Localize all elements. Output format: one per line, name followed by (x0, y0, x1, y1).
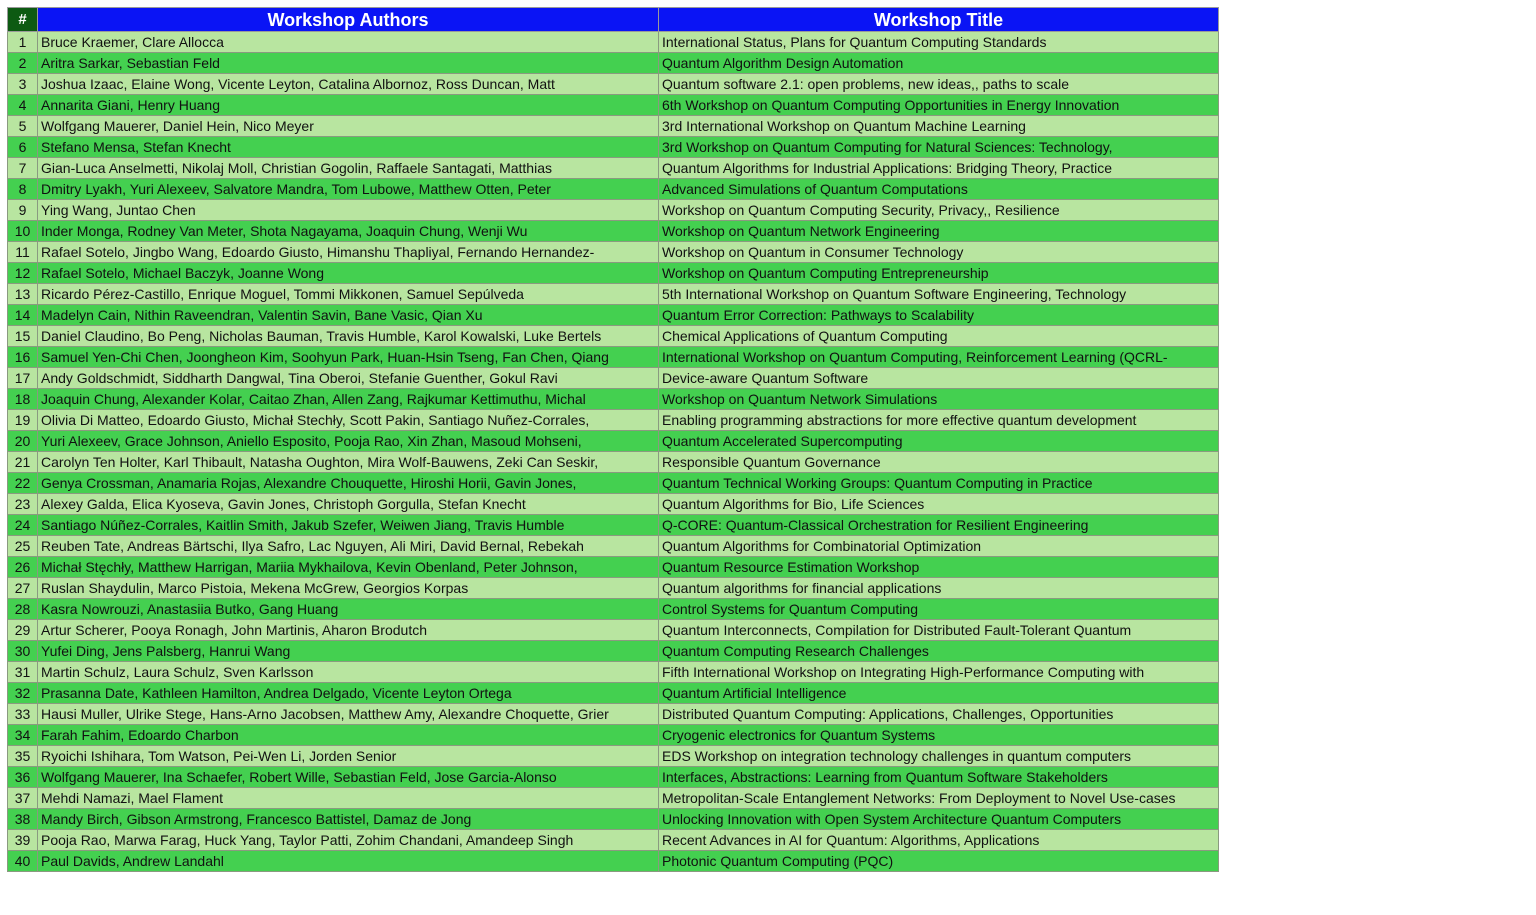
table-row (8, 263, 1219, 284)
table-row (8, 116, 1219, 137)
table-row (8, 53, 1219, 74)
authors-cell: Ying Wang, Juntao Chen (38, 200, 659, 221)
title-cell: Workshop on Quantum Computing Entrepreneurship (659, 263, 1219, 284)
row-number-cell: 4 (8, 95, 38, 116)
row-number-cell: 19 (8, 410, 38, 431)
header-row (8, 8, 1219, 32)
title-cell: Advanced Simulations of Quantum Computations (659, 179, 1219, 200)
title-cell: Quantum Algorithms for Bio, Life Sciences (659, 494, 1219, 515)
title-cell: Quantum Error Correction: Pathways to Scalability (659, 305, 1219, 326)
table-row (8, 620, 1219, 641)
row-number-cell: 38 (8, 809, 38, 830)
table-row (8, 746, 1219, 767)
authors-cell: Santiago Núñez-Corrales, Kaitlin Smith, Jakub Szefer, Weiwen Jiang, Travis Humble (38, 515, 659, 536)
table-row (8, 74, 1219, 95)
authors-cell: Mehdi Namazi, Mael Flament (38, 788, 659, 809)
title-cell: 6th Workshop on Quantum Computing Opportunities in Energy Innovation (659, 95, 1219, 116)
authors-cell: Kasra Nowrouzi, Anastasiia Butko, Gang Huang (38, 599, 659, 620)
authors-cell: Joaquin Chung, Alexander Kolar, Caitao Zhan, Allen Zang, Rajkumar Kettimuthu, Michal (38, 389, 659, 410)
title-cell: Photonic Quantum Computing (PQC) (659, 851, 1219, 872)
title-cell: Q-CORE: Quantum-Classical Orchestration for Resilient Engineering (659, 515, 1219, 536)
table-row (8, 830, 1219, 851)
row-number-cell: 32 (8, 683, 38, 704)
row-number-cell: 40 (8, 851, 38, 872)
title-cell: Quantum Technical Working Groups: Quantum Computing in Practice (659, 473, 1219, 494)
title-cell: Quantum Interconnects, Compilation for Distributed Fault-Tolerant Quantum (659, 620, 1219, 641)
row-number-cell: 7 (8, 158, 38, 179)
table-row (8, 137, 1219, 158)
row-number-cell: 24 (8, 515, 38, 536)
authors-cell: Wolfgang Mauerer, Ina Schaefer, Robert Wille, Sebastian Feld, Jose Garcia-Alonso (38, 767, 659, 788)
title-cell: Control Systems for Quantum Computing (659, 599, 1219, 620)
authors-cell: Martin Schulz, Laura Schulz, Sven Karlsson (38, 662, 659, 683)
title-cell: International Status, Plans for Quantum Computing Standards (659, 32, 1219, 53)
workshop-table (7, 7, 1219, 872)
title-cell: Quantum Computing Research Challenges (659, 641, 1219, 662)
row-number-cell: 16 (8, 347, 38, 368)
table-row (8, 515, 1219, 536)
table-row (8, 431, 1219, 452)
table-row (8, 179, 1219, 200)
title-cell: Recent Advances in AI for Quantum: Algorithms, Applications (659, 830, 1219, 851)
authors-cell: Prasanna Date, Kathleen Hamilton, Andrea Delgado, Vicente Leyton Ortega (38, 683, 659, 704)
authors-cell: Gian-Luca Anselmetti, Nikolaj Moll, Christian Gogolin, Raffaele Santagati, Matthias (38, 158, 659, 179)
authors-cell: Ryoichi Ishihara, Tom Watson, Pei-Wen Li, Jorden Senior (38, 746, 659, 767)
title-cell: International Workshop on Quantum Computing, Reinforcement Learning (QCRL- (659, 347, 1219, 368)
table-body (8, 32, 1219, 872)
title-cell: Distributed Quantum Computing: Applications, Challenges, Opportunities (659, 704, 1219, 725)
table-row (8, 95, 1219, 116)
title-cell: Quantum software 2.1: open problems, new ideas,, paths to scale (659, 74, 1219, 95)
authors-cell: Bruce Kraemer, Clare Allocca (38, 32, 659, 53)
authors-cell: Reuben Tate, Andreas Bärtschi, Ilya Safro, Lac Nguyen, Ali Miri, David Bernal, Rebekah (38, 536, 659, 557)
title-cell: Quantum Accelerated Supercomputing (659, 431, 1219, 452)
row-number-cell: 8 (8, 179, 38, 200)
authors-cell: Stefano Mensa, Stefan Knecht (38, 137, 659, 158)
title-cell: Fifth International Workshop on Integrating High-Performance Computing with (659, 662, 1219, 683)
authors-cell: Carolyn Ten Holter, Karl Thibault, Natasha Oughton, Mira Wolf-Bauwens, Zeki Can Seskir, (38, 452, 659, 473)
table-row (8, 809, 1219, 830)
row-number-cell: 39 (8, 830, 38, 851)
row-number-cell: 14 (8, 305, 38, 326)
row-number-cell: 37 (8, 788, 38, 809)
row-number-cell: 33 (8, 704, 38, 725)
row-number-cell: 23 (8, 494, 38, 515)
title-cell: Workshop on Quantum Network Engineering (659, 221, 1219, 242)
table-row (8, 662, 1219, 683)
title-cell: Workshop on Quantum Network Simulations (659, 389, 1219, 410)
authors-cell: Yuri Alexeev, Grace Johnson, Aniello Esposito, Pooja Rao, Xin Zhan, Masoud Mohseni, (38, 431, 659, 452)
authors-cell: Paul Davids, Andrew Landahl (38, 851, 659, 872)
title-cell: Workshop on Quantum in Consumer Technology (659, 242, 1219, 263)
row-number-cell: 13 (8, 284, 38, 305)
table-row (8, 536, 1219, 557)
authors-cell: Aritra Sarkar, Sebastian Feld (38, 53, 659, 74)
title-cell: Quantum Algorithms for Combinatorial Optimization (659, 536, 1219, 557)
table-row (8, 767, 1219, 788)
title-cell: 3rd Workshop on Quantum Computing for Natural Sciences: Technology, (659, 137, 1219, 158)
row-number-cell: 30 (8, 641, 38, 662)
authors-cell: Alexey Galda, Elica Kyoseva, Gavin Jones, Christoph Gorgulla, Stefan Knecht (38, 494, 659, 515)
title-cell: Interfaces, Abstractions: Learning from Quantum Software Stakeholders (659, 767, 1219, 788)
table-row (8, 389, 1219, 410)
title-cell: EDS Workshop on integration technology challenges in quantum computers (659, 746, 1219, 767)
title-cell: Metropolitan-Scale Entanglement Networks: From Deployment to Novel Use-cases (659, 788, 1219, 809)
row-number-cell: 27 (8, 578, 38, 599)
title-cell: Cryogenic electronics for Quantum Systems (659, 725, 1219, 746)
authors-cell: Madelyn Cain, Nithin Raveendran, Valentin Savin, Bane Vasic, Qian Xu (38, 305, 659, 326)
table-row (8, 368, 1219, 389)
authors-cell: Annarita Giani, Henry Huang (38, 95, 659, 116)
table-row (8, 725, 1219, 746)
row-number-cell: 18 (8, 389, 38, 410)
table-row (8, 410, 1219, 431)
row-number-cell: 28 (8, 599, 38, 620)
authors-cell: Pooja Rao, Marwa Farag, Huck Yang, Taylor Patti, Zohim Chandani, Amandeep Singh (38, 830, 659, 851)
table-row (8, 284, 1219, 305)
title-cell: 5th International Workshop on Quantum Software Engineering, Technology (659, 284, 1219, 305)
row-number-cell: 2 (8, 53, 38, 74)
row-number-cell: 22 (8, 473, 38, 494)
table-row (8, 452, 1219, 473)
row-number-cell: 26 (8, 557, 38, 578)
authors-cell: Joshua Izaac, Elaine Wong, Vicente Leyton, Catalina Albornoz, Ross Duncan, Matt (38, 74, 659, 95)
title-cell: Responsible Quantum Governance (659, 452, 1219, 473)
table-row (8, 32, 1219, 53)
authors-cell: Farah Fahim, Edoardo Charbon (38, 725, 659, 746)
authors-cell: Rafael Sotelo, Michael Baczyk, Joanne Wong (38, 263, 659, 284)
title-cell: Workshop on Quantum Computing Security, Privacy,, Resilience (659, 200, 1219, 221)
authors-cell: Wolfgang Mauerer, Daniel Hein, Nico Meyer (38, 116, 659, 137)
title-cell: Enabling programming abstractions for more effective quantum development (659, 410, 1219, 431)
row-number-cell: 35 (8, 746, 38, 767)
row-number-cell: 29 (8, 620, 38, 641)
authors-cell: Ruslan Shaydulin, Marco Pistoia, Mekena McGrew, Georgios Korpas (38, 578, 659, 599)
row-number-cell: 31 (8, 662, 38, 683)
table-row (8, 242, 1219, 263)
row-number-cell: 17 (8, 368, 38, 389)
table-row (8, 326, 1219, 347)
authors-cell: Mandy Birch, Gibson Armstrong, Francesco Battistel, Damaz de Jong (38, 809, 659, 830)
title-cell: Quantum Algorithms for Industrial Applications: Bridging Theory, Practice (659, 158, 1219, 179)
authors-cell: Hausi Muller, Ulrike Stege, Hans-Arno Jacobsen, Matthew Amy, Alexandre Choquette, Grier (38, 704, 659, 725)
table-row (8, 305, 1219, 326)
title-cell: Quantum algorithms for financial applications (659, 578, 1219, 599)
table-row (8, 557, 1219, 578)
title-cell: Chemical Applications of Quantum Computing (659, 326, 1219, 347)
row-number-cell: 12 (8, 263, 38, 284)
title-cell: Unlocking Innovation with Open System Architecture Quantum Computers (659, 809, 1219, 830)
table-row (8, 158, 1219, 179)
table-row (8, 788, 1219, 809)
authors-cell: Andy Goldschmidt, Siddharth Dangwal, Tina Oberoi, Stefanie Guenther, Gokul Ravi (38, 368, 659, 389)
authors-cell: Inder Monga, Rodney Van Meter, Shota Nagayama, Joaquin Chung, Wenji Wu (38, 221, 659, 242)
table-row (8, 683, 1219, 704)
table-row (8, 578, 1219, 599)
authors-cell: Daniel Claudino, Bo Peng, Nicholas Bauman, Travis Humble, Karol Kowalski, Luke Bertels (38, 326, 659, 347)
table-row (8, 200, 1219, 221)
authors-cell: Dmitry Lyakh, Yuri Alexeev, Salvatore Mandra, Tom Lubowe, Matthew Otten, Peter (38, 179, 659, 200)
authors-cell: Michał Stęchły, Matthew Harrigan, Mariia Mykhailova, Kevin Obenland, Peter Johnson, (38, 557, 659, 578)
row-number-cell: 10 (8, 221, 38, 242)
authors-cell: Genya Crossman, Anamaria Rojas, Alexandre Chouquette, Hiroshi Horii, Gavin Jones, (38, 473, 659, 494)
header-authors: Workshop Authors (38, 8, 659, 32)
title-cell: Quantum Resource Estimation Workshop (659, 557, 1219, 578)
authors-cell: Olivia Di Matteo, Edoardo Giusto, Michał Stechły, Scott Pakin, Santiago Nuñez-Corrales, (38, 410, 659, 431)
row-number-cell: 3 (8, 74, 38, 95)
authors-cell: Artur Scherer, Pooya Ronagh, John Martinis, Aharon Brodutch (38, 620, 659, 641)
header-title: Workshop Title (659, 8, 1219, 32)
table-row (8, 494, 1219, 515)
authors-cell: Yufei Ding, Jens Palsberg, Hanrui Wang (38, 641, 659, 662)
row-number-cell: 9 (8, 200, 38, 221)
row-number-cell: 34 (8, 725, 38, 746)
authors-cell: Samuel Yen-Chi Chen, Joongheon Kim, Soohyun Park, Huan-Hsin Tseng, Fan Chen, Qiang (38, 347, 659, 368)
title-cell: Quantum Artificial Intelligence (659, 683, 1219, 704)
row-number-cell: 25 (8, 536, 38, 557)
table-row (8, 221, 1219, 242)
title-cell: Device-aware Quantum Software (659, 368, 1219, 389)
title-cell: Quantum Algorithm Design Automation (659, 53, 1219, 74)
table-row (8, 704, 1219, 725)
row-number-cell: 5 (8, 116, 38, 137)
row-number-cell: 6 (8, 137, 38, 158)
header-number: # (8, 8, 38, 32)
row-number-cell: 36 (8, 767, 38, 788)
row-number-cell: 1 (8, 32, 38, 53)
table-row (8, 347, 1219, 368)
authors-cell: Rafael Sotelo, Jingbo Wang, Edoardo Giusto, Himanshu Thapliyal, Fernando Hernandez- (38, 242, 659, 263)
row-number-cell: 20 (8, 431, 38, 452)
table-row (8, 599, 1219, 620)
table-row (8, 641, 1219, 662)
table-row (8, 851, 1219, 872)
authors-cell: Ricardo Pérez-Castillo, Enrique Moguel, Tommi Mikkonen, Samuel Sepúlveda (38, 284, 659, 305)
row-number-cell: 15 (8, 326, 38, 347)
title-cell: 3rd International Workshop on Quantum Machine Learning (659, 116, 1219, 137)
table-row (8, 473, 1219, 494)
row-number-cell: 21 (8, 452, 38, 473)
row-number-cell: 11 (8, 242, 38, 263)
